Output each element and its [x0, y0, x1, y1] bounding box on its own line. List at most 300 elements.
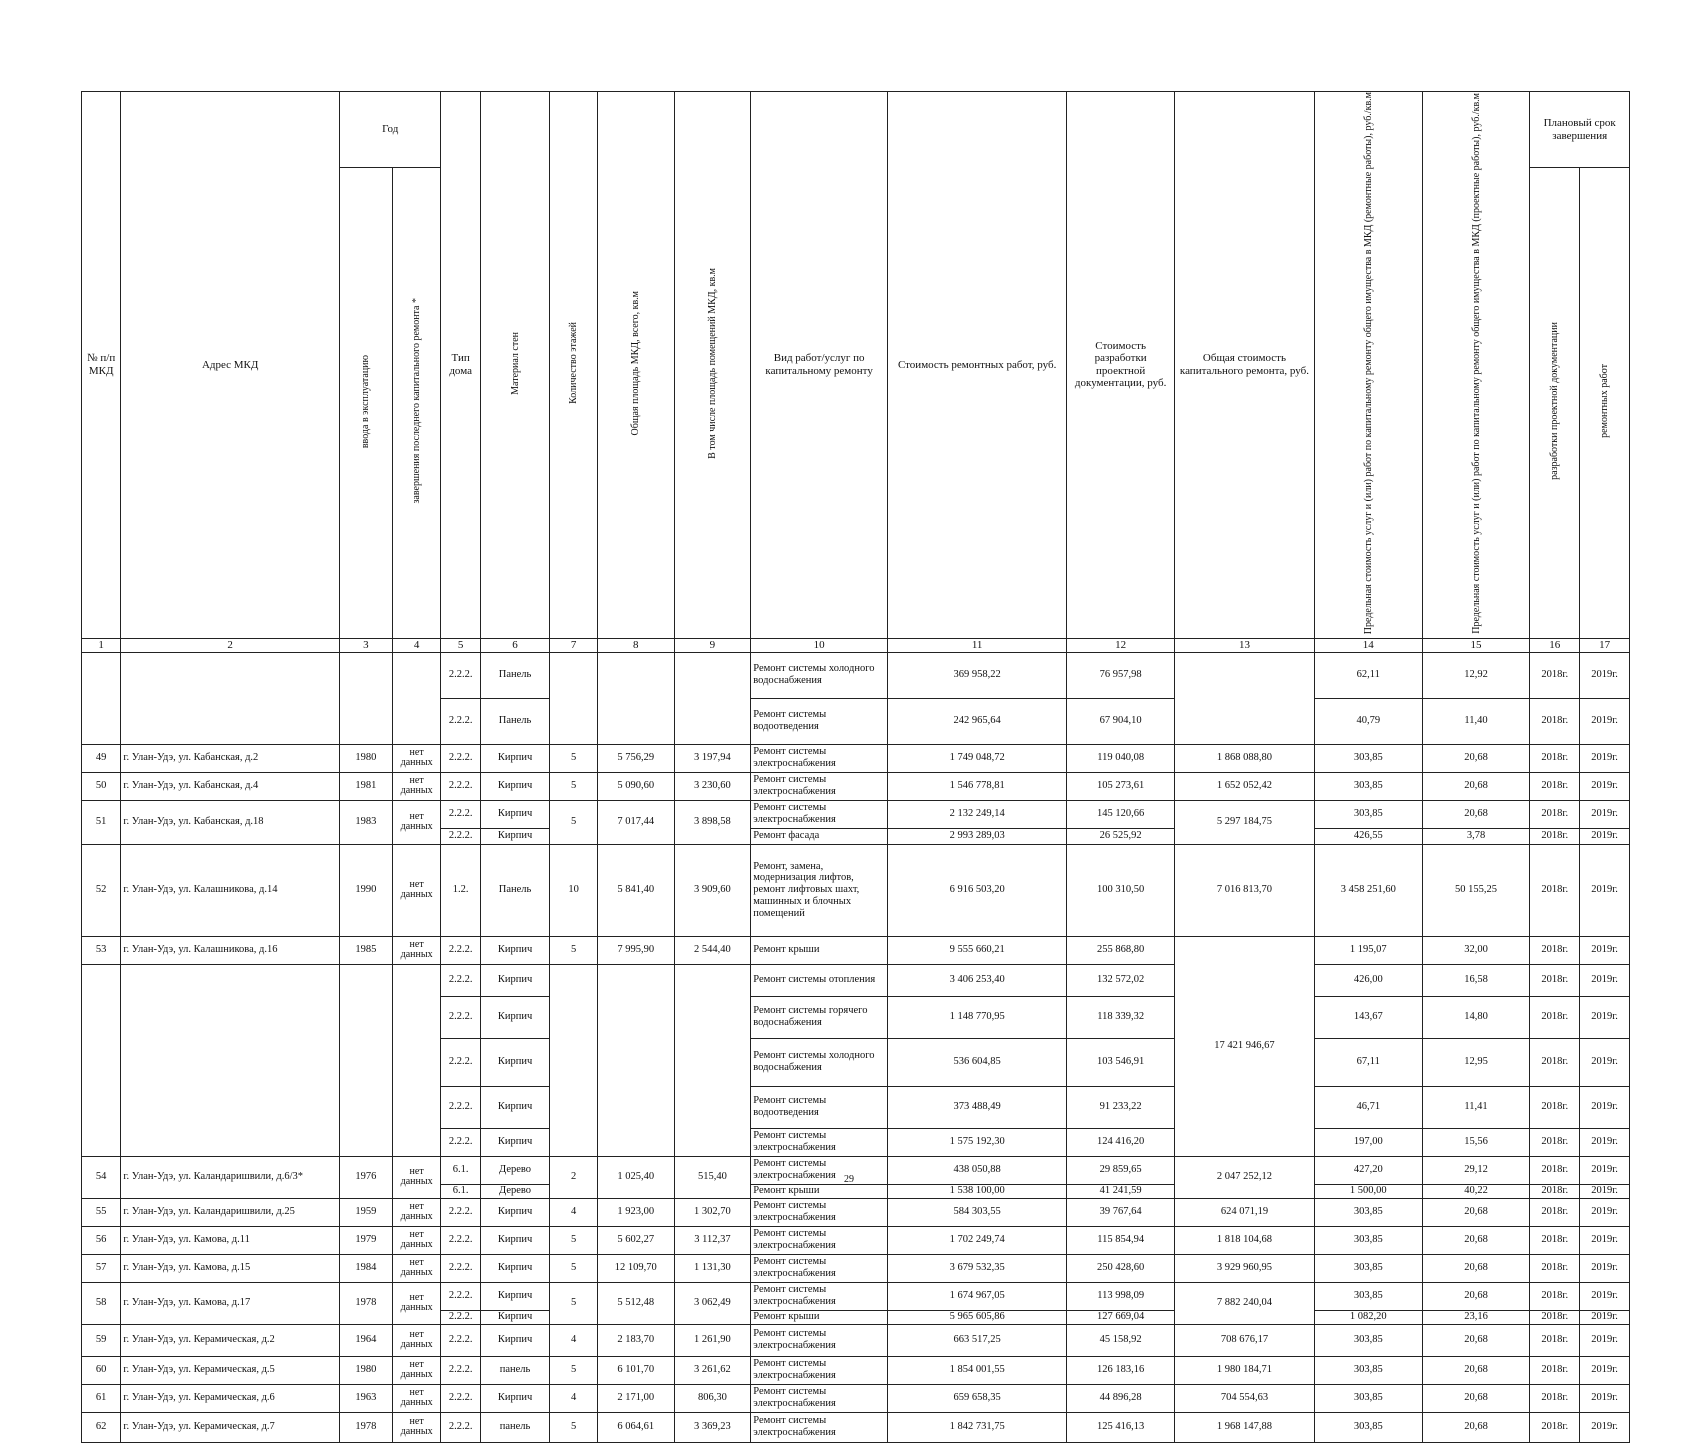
work-type-cell: Ремонт системы электроснабжения [751, 1156, 888, 1184]
wall-material-cell: Кирпич [480, 1324, 549, 1356]
house-type-cell: 2.2.2. [441, 1282, 480, 1310]
wall-material-cell: Кирпич [480, 964, 549, 996]
deadline-repair-cell: 2019г. [1580, 800, 1630, 828]
deadline-design-cell: 2018г. [1530, 1184, 1580, 1198]
house-type-cell: 2.2.2. [441, 1038, 480, 1086]
total-cost-cell: 624 071,19 [1175, 1198, 1315, 1226]
limit-repair-cell: 427,20 [1314, 1156, 1422, 1184]
total-area-cell: 5 512,48 [597, 1282, 674, 1324]
premises-area-cell: 3 369,23 [674, 1412, 751, 1442]
deadline-design-cell: 2018г. [1530, 936, 1580, 964]
column-number: 12 [1067, 638, 1175, 652]
year-last-repair-cell: нет данных [392, 800, 441, 844]
limit-design-cell: 15,56 [1422, 1128, 1530, 1156]
header-year-commission: ввода в эксплуатацию [360, 354, 372, 448]
house-type-cell: 6.1. [441, 1156, 480, 1184]
header-premises-area: В том числе площадь помещений МКД, кв.м [706, 267, 718, 459]
deadline-repair-cell: 2019г. [1580, 744, 1630, 772]
header-work: Вид работ/услуг по капитальному ремонту [751, 92, 888, 639]
floors-cell [550, 964, 598, 1156]
house-type-cell: 2.2.2. [441, 936, 480, 964]
row-number-cell: 51 [82, 800, 121, 844]
total-area-cell [597, 652, 674, 744]
floors-cell: 5 [550, 1254, 598, 1282]
table-row [82, 800, 1630, 828]
deadline-repair-cell: 2019г. [1580, 1356, 1630, 1384]
wall-material-cell: Кирпич [480, 1384, 549, 1412]
row-number-cell: 59 [82, 1324, 121, 1356]
design-cost-cell: 127 669,04 [1067, 1310, 1175, 1324]
total-area-cell [597, 964, 674, 1156]
repair-cost-cell: 1 148 770,95 [888, 996, 1067, 1038]
repair-cost-cell: 2 993 289,03 [888, 828, 1067, 844]
deadline-design-cell: 2018г. [1530, 1198, 1580, 1226]
limit-design-cell: 32,00 [1422, 936, 1530, 964]
total-cost-cell: 1 868 088,80 [1175, 744, 1315, 772]
work-type-cell: Ремонт системы водоотведения [751, 698, 888, 744]
deadline-repair-cell: 2019г. [1580, 1226, 1630, 1254]
row-number-cell: 62 [82, 1412, 121, 1442]
year-commission-cell: 1979 [339, 1226, 392, 1254]
repair-cost-cell: 663 517,25 [888, 1324, 1067, 1356]
deadline-repair-cell: 2019г. [1580, 1310, 1630, 1324]
premises-area-cell: 1 131,30 [674, 1254, 751, 1282]
table-row [82, 1356, 1630, 1384]
repair-cost-cell: 1 854 001,55 [888, 1356, 1067, 1384]
house-type-cell: 2.2.2. [441, 698, 480, 744]
total-cost-cell: 704 554,63 [1175, 1384, 1315, 1412]
row-number-cell: 58 [82, 1282, 121, 1324]
wall-material-cell: Дерево [480, 1184, 549, 1198]
house-type-cell: 2.2.2. [441, 1356, 480, 1384]
limit-repair-cell: 426,00 [1314, 964, 1422, 996]
address-cell: г. Улан-Удэ, ул. Кабанская, д.4 [121, 772, 340, 800]
limit-design-cell: 20,68 [1422, 1254, 1530, 1282]
header-total-cost: Общая стоимость капитального ремонта, руб. [1175, 92, 1315, 639]
limit-repair-cell: 46,71 [1314, 1086, 1422, 1128]
design-cost-cell: 255 868,80 [1067, 936, 1175, 964]
wall-material-cell: Кирпич [480, 1226, 549, 1254]
total-area-cell: 5 841,40 [597, 844, 674, 936]
repair-cost-cell: 1 842 731,75 [888, 1412, 1067, 1442]
limit-repair-cell: 303,85 [1314, 772, 1422, 800]
repair-cost-cell: 242 965,64 [888, 698, 1067, 744]
row-number-cell: 61 [82, 1384, 121, 1412]
wall-material-cell: Кирпич [480, 800, 549, 828]
design-cost-cell: 115 854,94 [1067, 1226, 1175, 1254]
design-cost-cell: 76 957,98 [1067, 652, 1175, 698]
limit-repair-cell: 303,85 [1314, 1384, 1422, 1412]
total-cost-cell [1175, 652, 1315, 744]
deadline-repair-cell: 2019г. [1580, 828, 1630, 844]
table-row [82, 1226, 1630, 1254]
year-commission-cell: 1978 [339, 1282, 392, 1324]
year-commission-cell: 1980 [339, 1356, 392, 1384]
address-cell: г. Улан-Удэ, ул. Керамическая, д.6 [121, 1384, 340, 1412]
year-last-repair-cell: нет данных [392, 1254, 441, 1282]
total-cost-cell: 2 047 252,12 [1175, 1156, 1315, 1198]
total-cost-cell: 1 818 104,68 [1175, 1226, 1315, 1254]
wall-material-cell: Панель [480, 652, 549, 698]
column-number: 11 [888, 638, 1067, 652]
deadline-design-cell: 2018г. [1530, 1128, 1580, 1156]
column-number: 17 [1580, 638, 1630, 652]
column-number: 8 [597, 638, 674, 652]
header-deadline-design: разработки проектной документации [1549, 322, 1561, 481]
house-type-cell: 2.2.2. [441, 1384, 480, 1412]
design-cost-cell: 100 310,50 [1067, 844, 1175, 936]
house-type-cell: 2.2.2. [441, 1198, 480, 1226]
design-cost-cell: 125 416,13 [1067, 1412, 1175, 1442]
header-deadline: Плановый срок завершения [1530, 92, 1630, 168]
repair-cost-cell: 2 132 249,14 [888, 800, 1067, 828]
work-type-cell: Ремонт системы электроснабжения [751, 1282, 888, 1310]
design-cost-cell: 44 896,28 [1067, 1384, 1175, 1412]
deadline-design-cell: 2018г. [1530, 1226, 1580, 1254]
floors-cell: 5 [550, 1282, 598, 1324]
address-cell: г. Улан-Удэ, ул. Камова, д.17 [121, 1282, 340, 1324]
year-commission-cell: 1984 [339, 1254, 392, 1282]
year-last-repair-cell: нет данных [392, 844, 441, 936]
column-number: 15 [1422, 638, 1530, 652]
wall-material-cell: Дерево [480, 1156, 549, 1184]
premises-area-cell: 3 898,58 [674, 800, 751, 844]
floors-cell: 4 [550, 1384, 598, 1412]
floors-cell: 5 [550, 1356, 598, 1384]
house-type-cell: 2.2.2. [441, 1128, 480, 1156]
deadline-repair-cell: 2019г. [1580, 772, 1630, 800]
work-type-cell: Ремонт системы электроснабжения [751, 1128, 888, 1156]
deadline-design-cell: 2018г. [1530, 1254, 1580, 1282]
design-cost-cell: 29 859,65 [1067, 1156, 1175, 1184]
design-cost-cell: 126 183,16 [1067, 1356, 1175, 1384]
year-last-repair-cell: нет данных [392, 1324, 441, 1356]
wall-material-cell: Панель [480, 698, 549, 744]
limit-repair-cell: 303,85 [1314, 1324, 1422, 1356]
premises-area-cell: 3 909,60 [674, 844, 751, 936]
header-year: Год [339, 92, 441, 168]
capital-repair-table [81, 91, 1630, 1443]
column-number: 6 [480, 638, 549, 652]
year-commission-cell: 1985 [339, 936, 392, 964]
limit-design-cell: 20,68 [1422, 1384, 1530, 1412]
year-commission-cell: 1963 [339, 1384, 392, 1412]
repair-cost-cell: 3 679 532,35 [888, 1254, 1067, 1282]
deadline-design-cell: 2018г. [1530, 652, 1580, 698]
total-cost-cell: 5 297 184,75 [1175, 800, 1315, 844]
deadline-repair-cell: 2019г. [1580, 1156, 1630, 1184]
deadline-design-cell: 2018г. [1530, 1038, 1580, 1086]
premises-area-cell: 1 302,70 [674, 1198, 751, 1226]
table-body [82, 652, 1630, 1442]
header-year-last-repair: завершения последнего капитального ремонта * [411, 298, 423, 504]
premises-area-cell: 3 062,49 [674, 1282, 751, 1324]
address-cell: г. Улан-Удэ, ул. Керамическая, д.7 [121, 1412, 340, 1442]
address-cell: г. Улан-Удэ, ул. Калашникова, д.14 [121, 844, 340, 936]
row-number-cell: 53 [82, 936, 121, 964]
total-cost-cell: 7 016 813,70 [1175, 844, 1315, 936]
deadline-repair-cell: 2019г. [1580, 964, 1630, 996]
total-area-cell: 6 064,61 [597, 1412, 674, 1442]
repair-cost-cell: 659 658,35 [888, 1384, 1067, 1412]
repair-cost-cell: 1 702 249,74 [888, 1226, 1067, 1254]
total-area-cell: 5 090,60 [597, 772, 674, 800]
design-cost-cell: 67 904,10 [1067, 698, 1175, 744]
house-type-cell: 2.2.2. [441, 1254, 480, 1282]
total-area-cell: 7 017,44 [597, 800, 674, 844]
deadline-repair-cell: 2019г. [1580, 1086, 1630, 1128]
floors-cell: 2 [550, 1156, 598, 1198]
table-row [82, 844, 1630, 936]
work-type-cell: Ремонт фасада [751, 828, 888, 844]
deadline-design-cell: 2018г. [1530, 996, 1580, 1038]
address-cell: г. Улан-Удэ, ул. Кабанская, д.2 [121, 744, 340, 772]
address-cell: г. Улан-Удэ, ул. Камова, д.15 [121, 1254, 340, 1282]
limit-design-cell: 20,68 [1422, 1282, 1530, 1310]
work-type-cell: Ремонт системы электроснабжения [751, 1254, 888, 1282]
wall-material-cell: Кирпич [480, 1282, 549, 1310]
deadline-design-cell: 2018г. [1530, 772, 1580, 800]
wall-material-cell: Кирпич [480, 1310, 549, 1324]
table-row [82, 964, 1630, 996]
design-cost-cell: 124 416,20 [1067, 1128, 1175, 1156]
work-type-cell: Ремонт системы отопления [751, 964, 888, 996]
total-area-cell: 6 101,70 [597, 1356, 674, 1384]
table-row [82, 1198, 1630, 1226]
wall-material-cell: панель [480, 1412, 549, 1442]
year-commission-cell: 1976 [339, 1156, 392, 1198]
column-number: 9 [674, 638, 751, 652]
table-row [82, 1324, 1630, 1356]
address-cell: г. Улан-Удэ, ул. Керамическая, д.2 [121, 1324, 340, 1356]
limit-repair-cell: 426,55 [1314, 828, 1422, 844]
year-commission-cell: 1981 [339, 772, 392, 800]
work-type-cell: Ремонт системы электроснабжения [751, 1324, 888, 1356]
floors-cell: 5 [550, 1226, 598, 1254]
limit-design-cell: 40,22 [1422, 1184, 1530, 1198]
total-area-cell: 2 183,70 [597, 1324, 674, 1356]
limit-repair-cell: 1 195,07 [1314, 936, 1422, 964]
house-type-cell: 2.2.2. [441, 652, 480, 698]
limit-design-cell: 11,41 [1422, 1086, 1530, 1128]
limit-design-cell: 20,68 [1422, 1198, 1530, 1226]
header-limit-design: Предельная стоимость услуг и (или) работ по капитальному ремонту общего имущества в МКД (проектные работы), руб./кв.м [1470, 92, 1482, 634]
year-commission-cell [339, 964, 392, 1156]
year-commission-cell: 1983 [339, 800, 392, 844]
wall-material-cell: Кирпич [480, 996, 549, 1038]
repair-cost-cell: 584 303,55 [888, 1198, 1067, 1226]
column-number-row [82, 638, 1630, 652]
floors-cell: 5 [550, 1412, 598, 1442]
total-area-cell: 5 756,29 [597, 744, 674, 772]
deadline-repair-cell: 2019г. [1580, 1384, 1630, 1412]
row-number-cell [82, 964, 121, 1156]
house-type-cell: 2.2.2. [441, 964, 480, 996]
row-number-cell: 52 [82, 844, 121, 936]
design-cost-cell: 45 158,92 [1067, 1324, 1175, 1356]
repair-cost-cell: 373 488,49 [888, 1086, 1067, 1128]
header-address: Адрес МКД [121, 92, 340, 639]
deadline-design-cell: 2018г. [1530, 964, 1580, 996]
premises-area-cell: 3 261,62 [674, 1356, 751, 1384]
row-number-cell [82, 652, 121, 744]
row-number-cell: 57 [82, 1254, 121, 1282]
total-cost-cell: 708 676,17 [1175, 1324, 1315, 1356]
repair-cost-cell: 1 575 192,30 [888, 1128, 1067, 1156]
deadline-repair-cell: 2019г. [1580, 698, 1630, 744]
limit-design-cell: 23,16 [1422, 1310, 1530, 1324]
house-type-cell: 2.2.2. [441, 828, 480, 844]
floors-cell: 5 [550, 772, 598, 800]
deadline-design-cell: 2018г. [1530, 1324, 1580, 1356]
work-type-cell: Ремонт системы холодного водоснабжения [751, 652, 888, 698]
deadline-design-cell: 2018г. [1530, 828, 1580, 844]
header-total-area: Общая площадь МКД, всего, кв.м [630, 290, 642, 436]
limit-design-cell: 14,80 [1422, 996, 1530, 1038]
table-row [82, 1384, 1630, 1412]
limit-repair-cell: 303,85 [1314, 1282, 1422, 1310]
limit-repair-cell: 303,85 [1314, 1356, 1422, 1384]
limit-design-cell: 20,68 [1422, 1324, 1530, 1356]
address-cell: г. Улан-Удэ, ул. Каландаришвили, д.25 [121, 1198, 340, 1226]
total-area-cell: 5 602,27 [597, 1226, 674, 1254]
limit-design-cell: 16,58 [1422, 964, 1530, 996]
design-cost-cell: 41 241,59 [1067, 1184, 1175, 1198]
limit-repair-cell: 1 500,00 [1314, 1184, 1422, 1198]
column-number: 5 [441, 638, 480, 652]
limit-design-cell: 20,68 [1422, 800, 1530, 828]
column-number: 3 [339, 638, 392, 652]
premises-area-cell: 515,40 [674, 1156, 751, 1198]
work-type-cell: Ремонт системы электроснабжения [751, 1356, 888, 1384]
house-type-cell: 2.2.2. [441, 996, 480, 1038]
wall-material-cell: Кирпич [480, 1198, 549, 1226]
total-cost-cell: 3 929 960,95 [1175, 1254, 1315, 1282]
deadline-repair-cell: 2019г. [1580, 844, 1630, 936]
header-number: № п/п МКД [82, 92, 121, 639]
deadline-design-cell: 2018г. [1530, 1384, 1580, 1412]
year-commission-cell: 1959 [339, 1198, 392, 1226]
year-last-repair-cell: нет данных [392, 772, 441, 800]
wall-material-cell: панель [480, 1356, 549, 1384]
work-type-cell: Ремонт системы электроснабжения [751, 1412, 888, 1442]
limit-design-cell: 20,68 [1422, 1356, 1530, 1384]
house-type-cell: 2.2.2. [441, 1086, 480, 1128]
limit-repair-cell: 40,79 [1314, 698, 1422, 744]
premises-area-cell: 3 230,60 [674, 772, 751, 800]
limit-repair-cell: 67,11 [1314, 1038, 1422, 1086]
total-area-cell: 1 923,00 [597, 1198, 674, 1226]
limit-repair-cell: 303,85 [1314, 1226, 1422, 1254]
wall-material-cell: Кирпич [480, 1254, 549, 1282]
design-cost-cell: 91 233,22 [1067, 1086, 1175, 1128]
wall-material-cell: Кирпич [480, 744, 549, 772]
deadline-repair-cell: 2019г. [1580, 936, 1630, 964]
column-number: 13 [1175, 638, 1315, 652]
column-number: 1 [82, 638, 121, 652]
repair-cost-cell: 3 406 253,40 [888, 964, 1067, 996]
year-last-repair-cell: нет данных [392, 1198, 441, 1226]
floors-cell: 5 [550, 800, 598, 844]
header-limit-repair: Предельная стоимость услуг и (или) работ по капитальному ремонту общего имущества в МКД (ремонтные работы), руб./кв.м [1362, 92, 1374, 635]
row-number-cell: 55 [82, 1198, 121, 1226]
deadline-repair-cell: 2019г. [1580, 652, 1630, 698]
house-type-cell: 2.2.2. [441, 1310, 480, 1324]
year-commission-cell: 1978 [339, 1412, 392, 1442]
wall-material-cell: Кирпич [480, 772, 549, 800]
house-type-cell: 2.2.2. [441, 772, 480, 800]
year-last-repair-cell: нет данных [392, 1282, 441, 1324]
floors-cell: 5 [550, 744, 598, 772]
work-type-cell: Ремонт системы холодного водоснабжения [751, 1038, 888, 1086]
year-commission-cell: 1990 [339, 844, 392, 936]
house-type-cell: 2.2.2. [441, 1412, 480, 1442]
limit-repair-cell: 303,85 [1314, 800, 1422, 828]
address-cell: г. Улан-Удэ, ул. Каландаришвили, д.6/3* [121, 1156, 340, 1198]
deadline-design-cell: 2018г. [1530, 1282, 1580, 1310]
premises-area-cell: 1 261,90 [674, 1324, 751, 1356]
column-number: 7 [550, 638, 598, 652]
address-cell [121, 652, 340, 744]
year-last-repair-cell: нет данных [392, 1156, 441, 1198]
work-type-cell: Ремонт крыши [751, 936, 888, 964]
wall-material-cell: Кирпич [480, 1128, 549, 1156]
header-design-cost: Стоимость разработки проектной документации, руб. [1067, 92, 1175, 639]
column-number: 14 [1314, 638, 1422, 652]
house-type-cell: 2.2.2. [441, 1324, 480, 1356]
design-cost-cell: 105 273,61 [1067, 772, 1175, 800]
limit-design-cell: 11,40 [1422, 698, 1530, 744]
total-cost-cell: 17 421 946,67 [1175, 936, 1315, 1156]
deadline-repair-cell: 2019г. [1580, 1324, 1630, 1356]
total-area-cell: 12 109,70 [597, 1254, 674, 1282]
deadline-repair-cell: 2019г. [1580, 1198, 1630, 1226]
premises-area-cell [674, 652, 751, 744]
design-cost-cell: 132 572,02 [1067, 964, 1175, 996]
deadline-repair-cell: 2019г. [1580, 1038, 1630, 1086]
design-cost-cell: 145 120,66 [1067, 800, 1175, 828]
premises-area-cell: 806,30 [674, 1384, 751, 1412]
repair-cost-cell: 1 674 967,05 [888, 1282, 1067, 1310]
address-cell: г. Улан-Удэ, ул. Керамическая, д.5 [121, 1356, 340, 1384]
work-type-cell: Ремонт системы электроснабжения [751, 744, 888, 772]
limit-repair-cell: 303,85 [1314, 1198, 1422, 1226]
design-cost-cell: 26 525,92 [1067, 828, 1175, 844]
row-number-cell: 49 [82, 744, 121, 772]
limit-design-cell: 50 155,25 [1422, 844, 1530, 936]
deadline-repair-cell: 2019г. [1580, 1282, 1630, 1310]
column-number: 2 [121, 638, 340, 652]
deadline-design-cell: 2018г. [1530, 1086, 1580, 1128]
year-commission-cell: 1964 [339, 1324, 392, 1356]
total-cost-cell: 7 882 240,04 [1175, 1282, 1315, 1324]
design-cost-cell: 250 428,60 [1067, 1254, 1175, 1282]
work-type-cell: Ремонт, замена, модернизация лифтов, ремонт лифтовых шахт, машинных и блочных помещений [751, 844, 888, 936]
limit-repair-cell: 303,85 [1314, 1412, 1422, 1442]
design-cost-cell: 39 767,64 [1067, 1198, 1175, 1226]
work-type-cell: Ремонт системы электроснабжения [751, 1198, 888, 1226]
year-last-repair-cell: нет данных [392, 936, 441, 964]
column-number: 4 [392, 638, 441, 652]
design-cost-cell: 119 040,08 [1067, 744, 1175, 772]
limit-repair-cell: 303,85 [1314, 744, 1422, 772]
wall-material-cell: Кирпич [480, 936, 549, 964]
wall-material-cell: Кирпич [480, 1086, 549, 1128]
deadline-design-cell: 2018г. [1530, 1156, 1580, 1184]
table-row [82, 1282, 1630, 1310]
design-cost-cell: 113 998,09 [1067, 1282, 1175, 1310]
repair-cost-cell: 438 050,88 [888, 1156, 1067, 1184]
